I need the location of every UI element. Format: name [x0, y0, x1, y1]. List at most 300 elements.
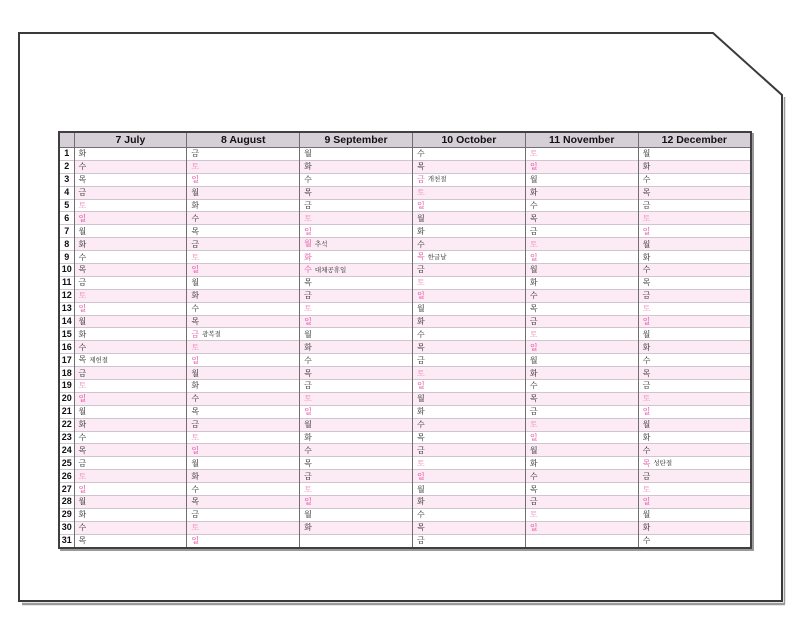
- day-cell-7-july-10: [74, 264, 187, 277]
- weekday-label: 일: [304, 226, 312, 236]
- day-cell-9-september-21: [300, 405, 413, 418]
- day-cell-8-august-28: [187, 496, 300, 509]
- weekday-label: 일: [416, 381, 425, 391]
- row-number-16: 16: [59, 341, 74, 354]
- day-cell-10-october-29: [412, 508, 525, 521]
- weekday-label: 월: [642, 510, 651, 520]
- header-row: [59, 132, 751, 148]
- weekday-label: 월: [529, 265, 538, 275]
- weekday-label: 토: [191, 342, 200, 352]
- day-cell-8-august-18: [187, 367, 300, 380]
- month-header-12-december: 12 December: [638, 132, 751, 148]
- weekday-label: 토: [529, 420, 538, 430]
- day-cell-10-october-15: [412, 328, 525, 341]
- day-cell-12-december-21: [638, 405, 751, 418]
- day-cell-10-october-17: [412, 354, 525, 367]
- weekday-label: 목: [642, 368, 651, 378]
- weekday-label: 금: [191, 239, 200, 249]
- day-cell-7-july-21: [74, 405, 187, 418]
- day-cell-7-july-2: [74, 160, 187, 173]
- day-cell-10-october-5: [412, 199, 525, 212]
- weekday-label: 수: [191, 394, 200, 404]
- day-row-4: [59, 186, 751, 199]
- day-row-30: [59, 521, 751, 534]
- row-number-17: 17: [59, 354, 74, 367]
- day-cell-11-november-9: [525, 251, 638, 264]
- day-cell-7-july-13: [74, 302, 187, 315]
- weekday-label: 월: [78, 317, 87, 327]
- day-row-22: [59, 418, 751, 431]
- row-number-20: 20: [59, 392, 74, 405]
- weekday-label: 목: [416, 252, 425, 262]
- row-number-1: 1: [59, 148, 74, 161]
- day-cell-10-october-23: [412, 431, 525, 444]
- weekday-label: 목: [191, 497, 200, 507]
- day-cell-8-august-8: [187, 238, 300, 251]
- day-row-28: [59, 496, 751, 509]
- weekday-label: 수: [529, 471, 538, 481]
- day-cell-7-july-8: [74, 238, 187, 251]
- calendar-table: [58, 131, 752, 549]
- weekday-label: 토: [529, 510, 538, 520]
- weekday-label: 금: [529, 226, 538, 236]
- weekday-label: 일: [78, 213, 87, 223]
- day-cell-8-august-10: [187, 264, 300, 277]
- weekday-label: 일: [78, 304, 87, 314]
- weekday-label: 화: [78, 510, 87, 520]
- weekday-label: 수: [416, 329, 425, 339]
- weekday-label: 목: [304, 458, 312, 468]
- day-cell-11-november-2: [525, 160, 638, 173]
- weekday-label: 화: [529, 458, 538, 468]
- weekday-label: 화: [191, 291, 200, 301]
- weekday-label: 금: [304, 471, 312, 481]
- day-cell-7-july-18: [74, 367, 187, 380]
- day-cell-10-october-28: [412, 496, 525, 509]
- day-cell-11-november-17: [525, 354, 638, 367]
- day-cell-8-august-24: [187, 444, 300, 457]
- day-cell-7-july-15: [74, 328, 187, 341]
- day-cell-12-december-30: [638, 521, 751, 534]
- day-cell-12-december-16: [638, 341, 751, 354]
- weekday-label: 월: [191, 278, 200, 288]
- day-cell-11-november-27: [525, 483, 638, 496]
- day-cell-9-september-5: [300, 199, 413, 212]
- day-cell-8-august-16: [187, 341, 300, 354]
- weekday-label: 수: [78, 523, 87, 533]
- weekday-label: 토: [642, 394, 651, 404]
- weekday-label: 화: [416, 226, 425, 236]
- weekday-label: 금: [529, 317, 538, 327]
- day-cell-12-december-27: [638, 483, 751, 496]
- weekday-label: 금: [416, 265, 425, 275]
- weekday-label: 수: [529, 291, 538, 301]
- day-cell-11-november-11: [525, 276, 638, 289]
- weekday-label: 토: [642, 484, 651, 494]
- weekday-label: 목: [304, 188, 312, 198]
- day-cell-9-september-7: [300, 225, 413, 238]
- weekday-label: 목: [642, 458, 651, 468]
- day-row-13: [59, 302, 751, 315]
- day-cell-10-october-4: [412, 186, 525, 199]
- month-header-10-october: 10 October: [412, 132, 525, 148]
- day-row-19: [59, 380, 751, 393]
- day-cell-12-december-23: [638, 431, 751, 444]
- day-cell-12-december-31: [638, 534, 751, 547]
- day-cell-11-november-28: [525, 496, 638, 509]
- weekday-label: 일: [642, 317, 651, 327]
- month-header-9-september: 9 September: [300, 132, 413, 148]
- weekday-label: 금: [416, 445, 425, 455]
- weekday-label: 일: [191, 536, 200, 546]
- weekday-label: 화: [529, 278, 538, 288]
- weekday-label: 수: [529, 201, 538, 210]
- weekday-label: 일: [642, 497, 651, 507]
- weekday-label: 화: [191, 471, 200, 481]
- row-number-11: 11: [59, 276, 74, 289]
- row-number-31: 31: [59, 534, 74, 547]
- day-cell-12-december-14: [638, 315, 751, 328]
- weekday-label: 토: [304, 213, 312, 223]
- day-cell-8-august-3: [187, 173, 300, 186]
- day-cell-7-july-6: [74, 212, 187, 225]
- day-cell-11-november-7: [525, 225, 638, 238]
- day-row-25: [59, 457, 751, 470]
- day-cell-11-november-25: [525, 457, 638, 470]
- day-row-11: [59, 276, 751, 289]
- weekday-label: 일: [191, 445, 200, 455]
- day-cell-10-october-18: [412, 367, 525, 380]
- day-row-18: [59, 367, 751, 380]
- weekday-label: 목: [304, 368, 312, 378]
- day-cell-7-july-9: [74, 251, 187, 264]
- day-row-12: [59, 289, 751, 302]
- day-cell-11-november-24: [525, 444, 638, 457]
- day-cell-9-september-15: [300, 328, 413, 341]
- weekday-label: 화: [304, 433, 312, 443]
- day-row-15: [59, 328, 751, 341]
- day-cell-7-july-17: [74, 354, 187, 367]
- weekday-label: 일: [304, 497, 312, 507]
- weekday-label: 월: [304, 239, 312, 249]
- day-cell-12-december-15: [638, 328, 751, 341]
- day-row-9: [59, 251, 751, 264]
- day-cell-7-july-19: [74, 380, 187, 393]
- day-cell-9-september-11: [300, 276, 413, 289]
- weekday-label: 금: [78, 278, 87, 288]
- day-cell-7-july-31: [74, 534, 187, 547]
- weekday-label: 월: [416, 484, 425, 494]
- row-number-26: 26: [59, 470, 74, 483]
- day-cell-8-august-19: [187, 380, 300, 393]
- weekday-label: 일: [529, 433, 538, 443]
- weekday-label: 월: [642, 149, 651, 159]
- day-cell-8-august-15: [187, 328, 300, 341]
- weekday-label: 수: [416, 510, 425, 520]
- day-cell-9-september-13: [300, 302, 413, 315]
- weekday-label: 수: [642, 265, 651, 275]
- weekday-label: 목: [416, 433, 425, 443]
- day-cell-11-november-6: [525, 212, 638, 225]
- weekday-label: 목: [642, 278, 651, 288]
- day-cell-9-september-28: [300, 496, 413, 509]
- weekday-label: 월: [416, 213, 425, 223]
- day-cell-8-august-14: [187, 315, 300, 328]
- day-cell-11-november-15: [525, 328, 638, 341]
- day-cell-10-october-3: [412, 173, 525, 186]
- day-cell-11-november-13: [525, 302, 638, 315]
- row-number-5: 5: [59, 199, 74, 212]
- weekday-label: 목: [78, 536, 87, 546]
- weekday-label: 수: [529, 381, 538, 391]
- day-cell-12-december-17: [638, 354, 751, 367]
- weekday-label: 수: [78, 162, 87, 172]
- weekday-label: 금: [416, 174, 425, 184]
- day-cell-11-november-29: [525, 508, 638, 521]
- day-cell-10-october-7: [412, 225, 525, 238]
- day-cell-7-july-3: [74, 173, 187, 186]
- day-cell-9-september-25: [300, 457, 413, 470]
- weekday-label: 일: [642, 226, 651, 236]
- day-cell-11-november-14: [525, 315, 638, 328]
- weekday-label: 화: [191, 381, 200, 391]
- day-cell-9-september-8: [300, 238, 413, 251]
- weekday-label: 목: [529, 304, 538, 314]
- weekday-label: 목: [191, 317, 200, 327]
- weekday-label: 화: [304, 162, 312, 172]
- day-cell-9-september-2: [300, 160, 413, 173]
- day-cell-12-december-26: [638, 470, 751, 483]
- weekday-label: 수: [642, 355, 651, 365]
- weekday-label: 화: [78, 420, 87, 430]
- holiday-note: 대체공휴일: [314, 266, 347, 274]
- holiday-note: 추석: [314, 240, 328, 248]
- weekday-label: 화: [304, 342, 312, 352]
- weekday-label: 일: [191, 175, 200, 185]
- weekday-label: 월: [529, 445, 538, 455]
- weekday-label: 화: [529, 368, 538, 378]
- day-cell-11-november-16: [525, 341, 638, 354]
- row-number-18: 18: [59, 367, 74, 380]
- weekday-label: 금: [191, 510, 200, 520]
- weekday-label: 수: [78, 342, 87, 352]
- weekday-label: 토: [191, 523, 200, 533]
- day-cell-12-december-2: [638, 160, 751, 173]
- day-cell-11-november-18: [525, 367, 638, 380]
- weekday-label: 화: [304, 523, 312, 533]
- day-cell-10-october-14: [412, 315, 525, 328]
- weekday-label: 일: [78, 484, 87, 494]
- weekday-label: 일: [304, 317, 312, 327]
- day-cell-7-july-20: [74, 392, 187, 405]
- weekday-label: 금: [642, 381, 651, 391]
- weekday-label: 수: [191, 484, 200, 494]
- day-row-24: [59, 444, 751, 457]
- day-cell-12-december-29: [638, 508, 751, 521]
- weekday-label: 화: [642, 252, 651, 262]
- weekday-label: 화: [78, 149, 87, 159]
- day-cell-12-december-25: [638, 457, 751, 470]
- day-cell-9-september-12: [300, 289, 413, 302]
- day-cell-9-september-22: [300, 418, 413, 431]
- day-cell-9-september-19: [300, 380, 413, 393]
- weekday-label: 토: [78, 291, 87, 301]
- weekday-label: 토: [529, 329, 538, 339]
- day-row-7: [59, 225, 751, 238]
- day-cell-9-september-20: [300, 392, 413, 405]
- day-cell-7-july-7: [74, 225, 187, 238]
- weekday-label: 금: [642, 201, 651, 210]
- day-cell-10-october-11: [412, 276, 525, 289]
- weekday-label: 목: [416, 162, 425, 172]
- weekday-label: 월: [642, 239, 651, 249]
- weekday-label: 수: [191, 304, 200, 314]
- day-cell-11-november-4: [525, 186, 638, 199]
- weekday-label: 화: [642, 342, 651, 352]
- weekday-label: 목: [529, 394, 538, 404]
- day-row-27: [59, 483, 751, 496]
- weekday-label: 화: [642, 433, 651, 443]
- weekday-label: 금: [191, 420, 200, 430]
- day-cell-12-december-6: [638, 212, 751, 225]
- day-cell-12-december-12: [638, 289, 751, 302]
- day-cell-11-november-22: [525, 418, 638, 431]
- day-cell-11-november-30: [525, 521, 638, 534]
- weekday-label: 금: [529, 407, 538, 417]
- day-cell-11-november-31: [525, 534, 638, 547]
- day-cell-10-october-10: [412, 264, 525, 277]
- day-cell-7-july-25: [74, 457, 187, 470]
- day-cell-12-december-1: [638, 148, 751, 161]
- day-cell-11-november-3: [525, 173, 638, 186]
- holiday-note: 광복절: [202, 331, 221, 339]
- day-cell-11-november-1: [525, 148, 638, 161]
- day-row-26: [59, 470, 751, 483]
- row-number-13: 13: [59, 302, 74, 315]
- weekday-label: 목: [416, 523, 425, 533]
- weekday-label: 금: [416, 355, 425, 365]
- weekday-label: 월: [304, 420, 312, 430]
- day-row-6: [59, 212, 751, 225]
- day-cell-12-december-11: [638, 276, 751, 289]
- weekday-label: 목: [78, 355, 87, 365]
- day-cell-12-december-19: [638, 380, 751, 393]
- day-cell-7-july-23: [74, 431, 187, 444]
- weekday-label: 수: [416, 239, 425, 249]
- weekday-label: 목: [642, 188, 651, 198]
- day-cell-11-november-8: [525, 238, 638, 251]
- weekday-label: 금: [191, 329, 200, 339]
- day-cell-10-october-2: [412, 160, 525, 173]
- day-cell-9-september-9: [300, 251, 413, 264]
- day-cell-12-december-9: [638, 251, 751, 264]
- row-number-3: 3: [59, 173, 74, 186]
- day-cell-8-august-2: [187, 160, 300, 173]
- day-cell-7-july-29: [74, 508, 187, 521]
- day-cell-11-november-26: [525, 470, 638, 483]
- weekday-label: 화: [529, 188, 538, 198]
- day-cell-11-november-10: [525, 264, 638, 277]
- day-cell-10-october-31: [412, 534, 525, 547]
- holiday-note: 한글날: [427, 253, 447, 261]
- weekday-label: 일: [78, 394, 87, 404]
- day-cell-9-september-26: [300, 470, 413, 483]
- day-cell-11-november-19: [525, 380, 638, 393]
- weekday-label: 일: [304, 407, 312, 417]
- weekday-label: 토: [191, 433, 200, 443]
- day-cell-8-august-27: [187, 483, 300, 496]
- weekday-label: 토: [416, 458, 425, 468]
- weekday-label: 월: [529, 175, 538, 185]
- month-header-11-november: 11 November: [525, 132, 638, 148]
- day-cell-8-august-21: [187, 405, 300, 418]
- day-cell-9-september-6: [300, 212, 413, 225]
- day-row-20: [59, 392, 751, 405]
- weekday-label: 수: [416, 420, 425, 430]
- day-cell-9-september-18: [300, 367, 413, 380]
- row-number-28: 28: [59, 496, 74, 509]
- weekday-label: 월: [642, 420, 651, 430]
- day-cell-10-october-22: [412, 418, 525, 431]
- day-cell-7-july-11: [74, 276, 187, 289]
- weekday-label: 화: [78, 239, 87, 249]
- month-header-7-july: 7 July: [74, 132, 187, 148]
- day-cell-8-august-1: [187, 148, 300, 161]
- weekday-label: 월: [416, 304, 425, 314]
- row-number-29: 29: [59, 508, 74, 521]
- day-cell-9-september-31: [300, 534, 413, 547]
- weekday-label: 토: [191, 252, 200, 262]
- day-row-31: [59, 534, 751, 547]
- weekday-label: 월: [529, 355, 538, 365]
- weekday-label: 수: [304, 265, 312, 275]
- weekday-label: 목: [304, 278, 312, 288]
- day-cell-12-december-20: [638, 392, 751, 405]
- weekday-label: 토: [642, 304, 651, 314]
- weekday-label: 화: [304, 252, 312, 262]
- weekday-label: 토: [416, 368, 425, 378]
- day-cell-9-september-3: [300, 173, 413, 186]
- day-cell-8-august-31: [187, 534, 300, 547]
- day-cell-11-november-5: [525, 199, 638, 212]
- day-cell-9-september-27: [300, 483, 413, 496]
- day-cell-7-july-16: [74, 341, 187, 354]
- day-cell-8-august-5: [187, 199, 300, 212]
- day-cell-9-september-14: [300, 315, 413, 328]
- day-cell-8-august-9: [187, 251, 300, 264]
- weekday-label: 화: [642, 162, 651, 172]
- row-number-9: 9: [59, 251, 74, 264]
- day-row-8: [59, 238, 751, 251]
- weekday-label: 화: [416, 317, 425, 327]
- row-number-14: 14: [59, 315, 74, 328]
- day-cell-8-august-17: [187, 354, 300, 367]
- day-cell-10-october-6: [412, 212, 525, 225]
- day-row-16: [59, 341, 751, 354]
- weekday-label: 토: [78, 381, 87, 391]
- weekday-label: 금: [529, 497, 538, 507]
- day-cell-12-december-4: [638, 186, 751, 199]
- day-cell-12-december-7: [638, 225, 751, 238]
- weekday-label: 토: [416, 188, 425, 198]
- day-row-10: [59, 264, 751, 277]
- day-cell-8-august-30: [187, 521, 300, 534]
- weekday-label: 일: [416, 471, 425, 481]
- weekday-label: 일: [529, 252, 538, 262]
- day-cell-10-october-8: [412, 238, 525, 251]
- weekday-label: 목: [529, 484, 538, 494]
- day-cell-10-october-13: [412, 302, 525, 315]
